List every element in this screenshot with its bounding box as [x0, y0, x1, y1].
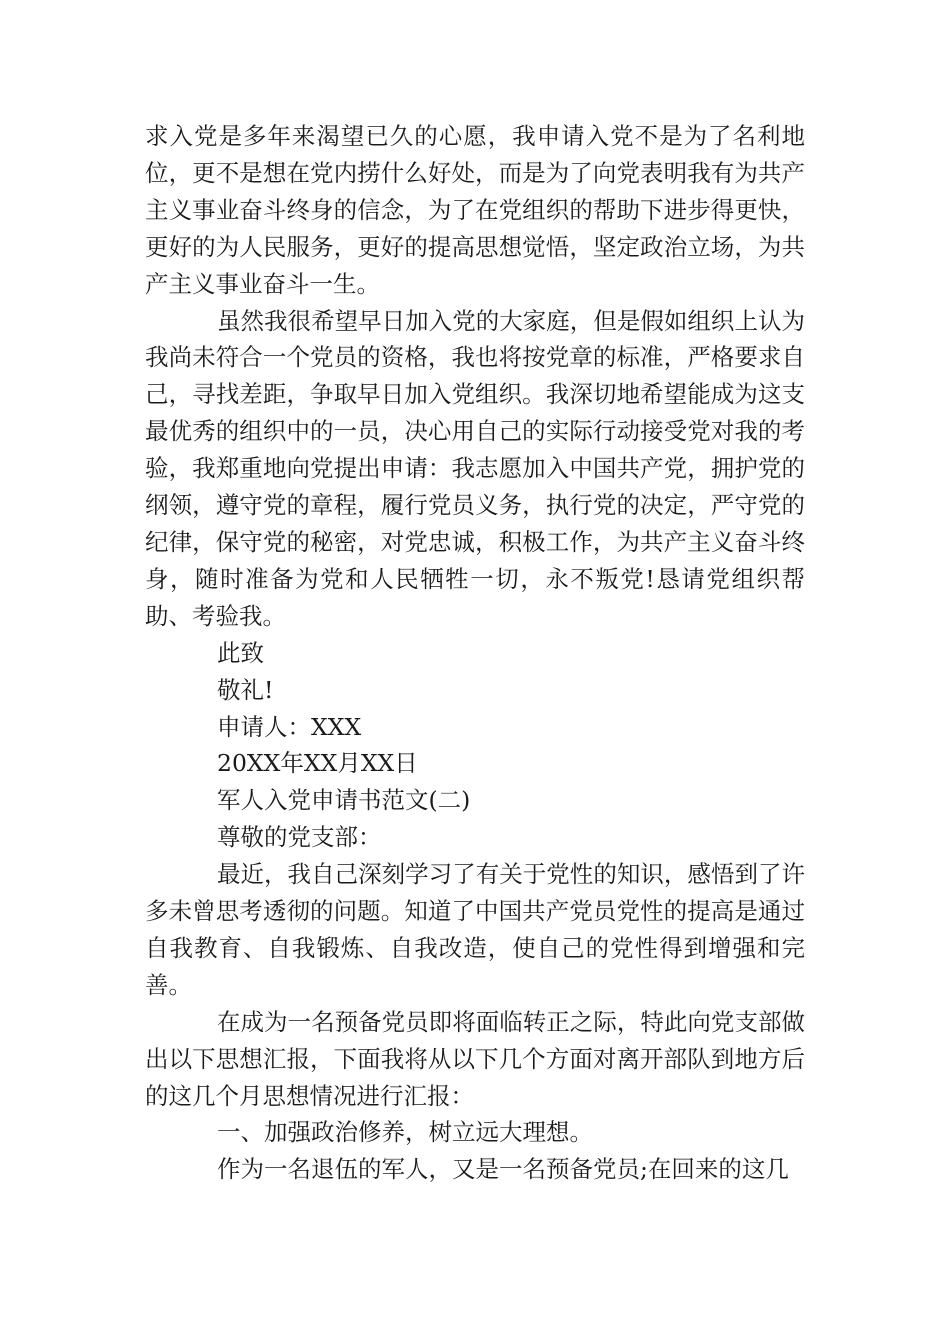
paragraph-1: 求入党是多年来渴望已久的心愿，我申请入党不是为了名利地位，更不是想在党内捞什么好处，而是为了向党表明我有为共产主义事业奋斗终身的信念，为了在党组织的帮助下进步得更快，更好的为人民服务，更好的提高思想觉悟，坚定政治立场，为共产主义事业奋斗一生。	[145, 122, 805, 298]
paragraph-5: 作为一名退伍的军人，又是一名预备党员;在回来的这几	[217, 1155, 789, 1184]
applicant-signature: 申请人：XXX	[217, 712, 362, 741]
section-title: 军人入党申请书范文(二)	[217, 786, 471, 815]
section-heading-1: 一、加强政治修养，树立远大理想。	[217, 1118, 593, 1147]
document-date: 20XX年XX月XX日	[217, 749, 418, 778]
closing-text: 此致	[217, 638, 264, 667]
salute-text: 敬礼!	[217, 675, 274, 704]
paragraph-2: 虽然我很希望早日加入党的大家庭，但是假如组织上认为我尚未符合一个党员的资格，我也将按党章的标准，严格要求自己，寻找差距，争取早日加入党组织。我深切地希望能成为这支最优秀的组织中的一员，决心用自己的实际行动接受党对我的考验，我郑重地向党提出申请：我志愿加入中国共产党，拥护党的纲领，遵守党的章程，履行党员义务，执行党的决定，严守党的纪律，保守党的秘密，对党忠诚，积极工作，为共产主义奋斗终身，随时准备为党和人民牺牲一切，永不叛党!恳请党组织帮助、考验我。	[145, 306, 805, 630]
document-page	[145, 118, 805, 1188]
paragraph-3: 最近，我自己深刻学习了有关于党性的知识，感悟到了许多未曾思考透彻的问题。知道了中国共产党员党性的提高是通过自我教育、自我锻炼、自我改造，使自己的党性得到增强和完善。	[145, 860, 805, 999]
greeting-text: 尊敬的党支部：	[217, 823, 382, 852]
paragraph-4: 在成为一名预备党员即将面临转正之际，特此向党支部做出以下思想汇报，下面我将从以下几个方面对离开部队到地方后的这几个月思想情况进行汇报：	[145, 1007, 805, 1110]
